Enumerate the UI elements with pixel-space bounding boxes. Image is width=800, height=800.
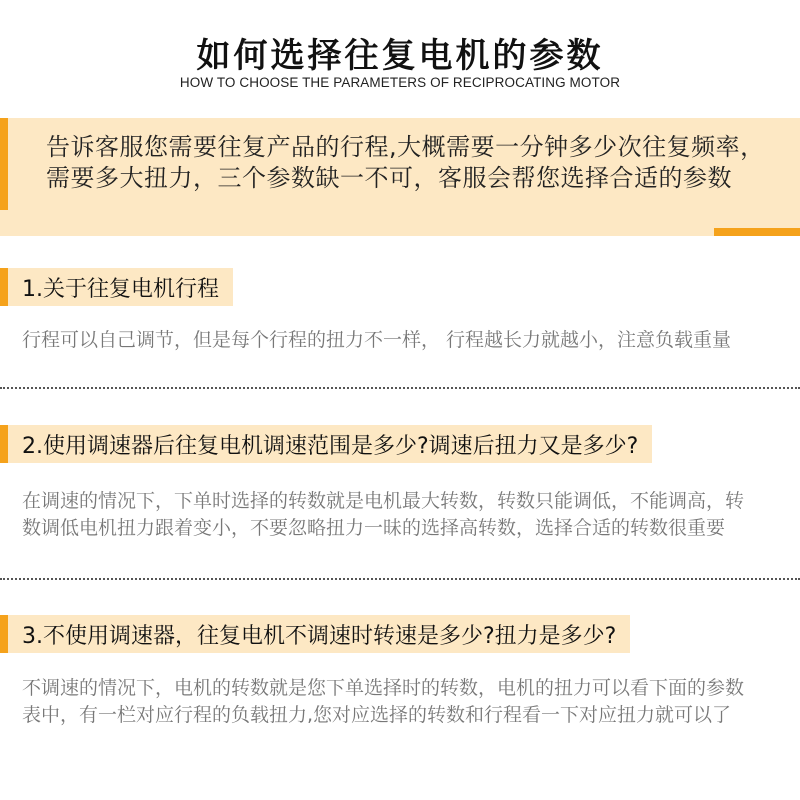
intro-accent-bar-right xyxy=(714,228,800,236)
section-2-heading-box xyxy=(0,425,652,463)
section-1-heading-box xyxy=(0,268,233,306)
section-2-divider xyxy=(0,578,800,580)
section-1-divider xyxy=(0,387,800,389)
section-3-body: 不调速的情况下，电机的转数就是您下单选择时的转数，电机的扭力可以看下面的参数表中，有一栏对应行程的负载扭力,您对应选择的转数和行程看一下对应扭力就可以了 xyxy=(22,677,745,726)
section-3-accent-bar xyxy=(0,615,8,653)
section-1-accent-bar xyxy=(0,268,8,306)
section-1-body: 行程可以自己调节，但是每个行程的扭力不一样， 行程越长力就越小，注意负载重量 xyxy=(22,329,732,351)
page-title: 如何选择往复电机的参数 xyxy=(196,36,604,76)
section-2-heading: 2.使用调速器后往复电机调速范围是多少?调速后扭力又是多少? xyxy=(22,433,639,459)
section-3-heading: 3.不使用调速器，往复电机不调速时转速是多少?扭力是多少? xyxy=(22,623,617,649)
intro-accent-bar-left xyxy=(0,118,8,210)
section-2-body: 在调速的情况下，下单时选择的转数就是电机最大转数，转数只能调低，不能调高，转数调低电机扭力跟着变小，不要忽略扭力一昧的选择高转数，选择合适的转数很重要 xyxy=(22,490,745,539)
section-3-heading-box xyxy=(0,615,630,653)
section-1-heading: 1.关于往复电机行程 xyxy=(22,276,219,302)
page-subtitle: HOW TO CHOOSE THE PARAMETERS OF RECIPROCATING MOTOR xyxy=(179,75,621,90)
intro-text: 告诉客服您需要往复产品的行程,大概需要一分钟多少次往复频率，需要多大扭力，三个参数缺一不可，客服会帮您选择合适的参数 xyxy=(46,133,765,192)
section-2-accent-bar xyxy=(0,425,8,463)
